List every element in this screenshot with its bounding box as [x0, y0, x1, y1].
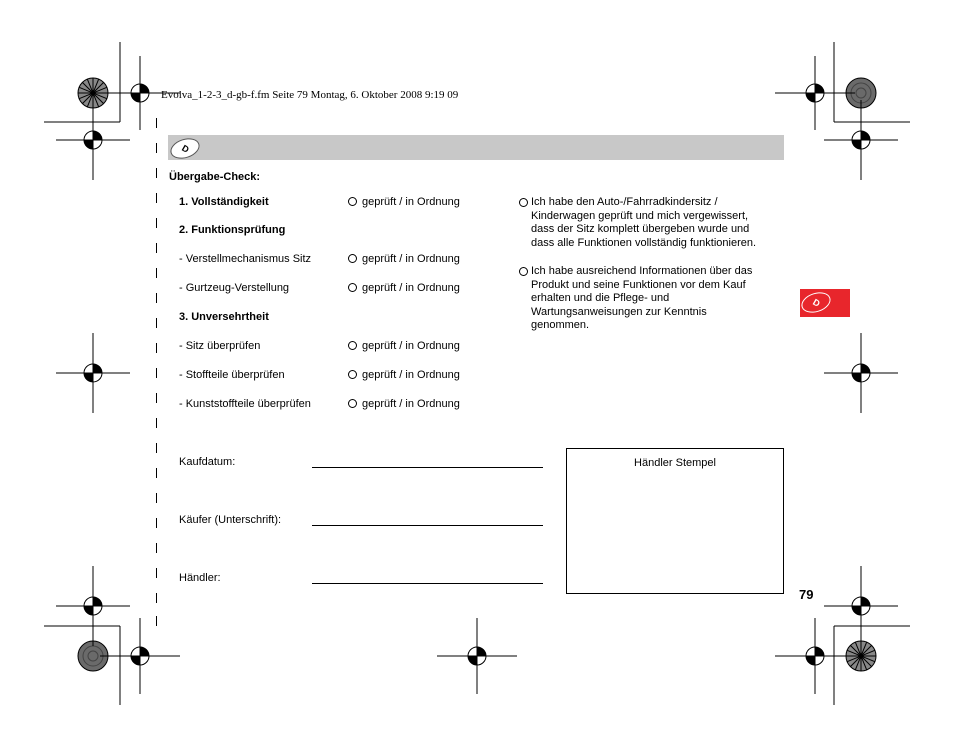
declaration-line: Wartungsanweisungen zur Kenntnis — [531, 305, 707, 318]
check-row-label: - Gurtzeug-Verstellung — [179, 282, 290, 294]
side-tab-letter: D — [810, 296, 822, 309]
declaration-line: erhalten und die Pflege- und — [531, 292, 670, 305]
declaration-line: Kinderwagen geprüft und mich vergewissert, — [531, 209, 749, 222]
declaration-line: Ich habe den Auto-/Fahrradkindersitz / — [531, 196, 718, 208]
declaration-line: genommen. — [531, 319, 590, 332]
file-header-line: Evolva_1-2-3_d-gb-f.fm Seite 79 Montag, 6. Oktober 2008 9:19 09 — [161, 89, 459, 101]
buyer-signature-label: Käufer (Unterschrift): — [179, 514, 282, 526]
page-number: 79 — [799, 587, 814, 602]
check-row-label: 3. Unversehrtheit — [179, 311, 269, 323]
crop-lines — [44, 42, 910, 705]
declaration-line: Ich habe ausreichend Informationen über das — [531, 265, 753, 277]
check-option-label: geprüft / in Ordnung — [362, 369, 460, 381]
check-row-label: - Sitz überprüfen — [179, 340, 261, 352]
declaration-line: dass alle Funktionen vollständig funktionieren. — [531, 236, 757, 249]
check-option-label: geprüft / in Ordnung — [362, 253, 460, 265]
check-row-label: - Stoffteile überprüfen — [179, 369, 285, 381]
check-option-label: geprüft / in Ordnung — [362, 340, 460, 352]
declaration-line: dass der Sitz komplett übergeben wurde und — [531, 223, 750, 236]
purchase-date-label: Kaufdatum: — [179, 456, 236, 468]
section-title: Übergabe-Check: — [169, 171, 261, 183]
check-option-label: geprüft / in Ordnung — [362, 196, 460, 208]
check-option-label: geprüft / in Ordnung — [362, 282, 460, 294]
check-row-label: 2. Funktionsprüfung — [179, 224, 286, 236]
dealer-stamp-label: Händler Stempel — [634, 457, 716, 469]
check-row-label: - Kunststoffteile überprüfen — [179, 398, 311, 410]
language-tab-letter: D — [179, 142, 191, 155]
check-row-label: - Verstellmechanismus Sitz — [179, 253, 312, 265]
declaration-line: Produkt und seine Funktionen vor dem Kauf — [531, 278, 746, 291]
dealer-label: Händler: — [179, 572, 221, 584]
check-row-label: 1. Vollständigkeit — [179, 196, 269, 208]
check-option-label: geprüft / in Ordnung — [362, 398, 460, 410]
